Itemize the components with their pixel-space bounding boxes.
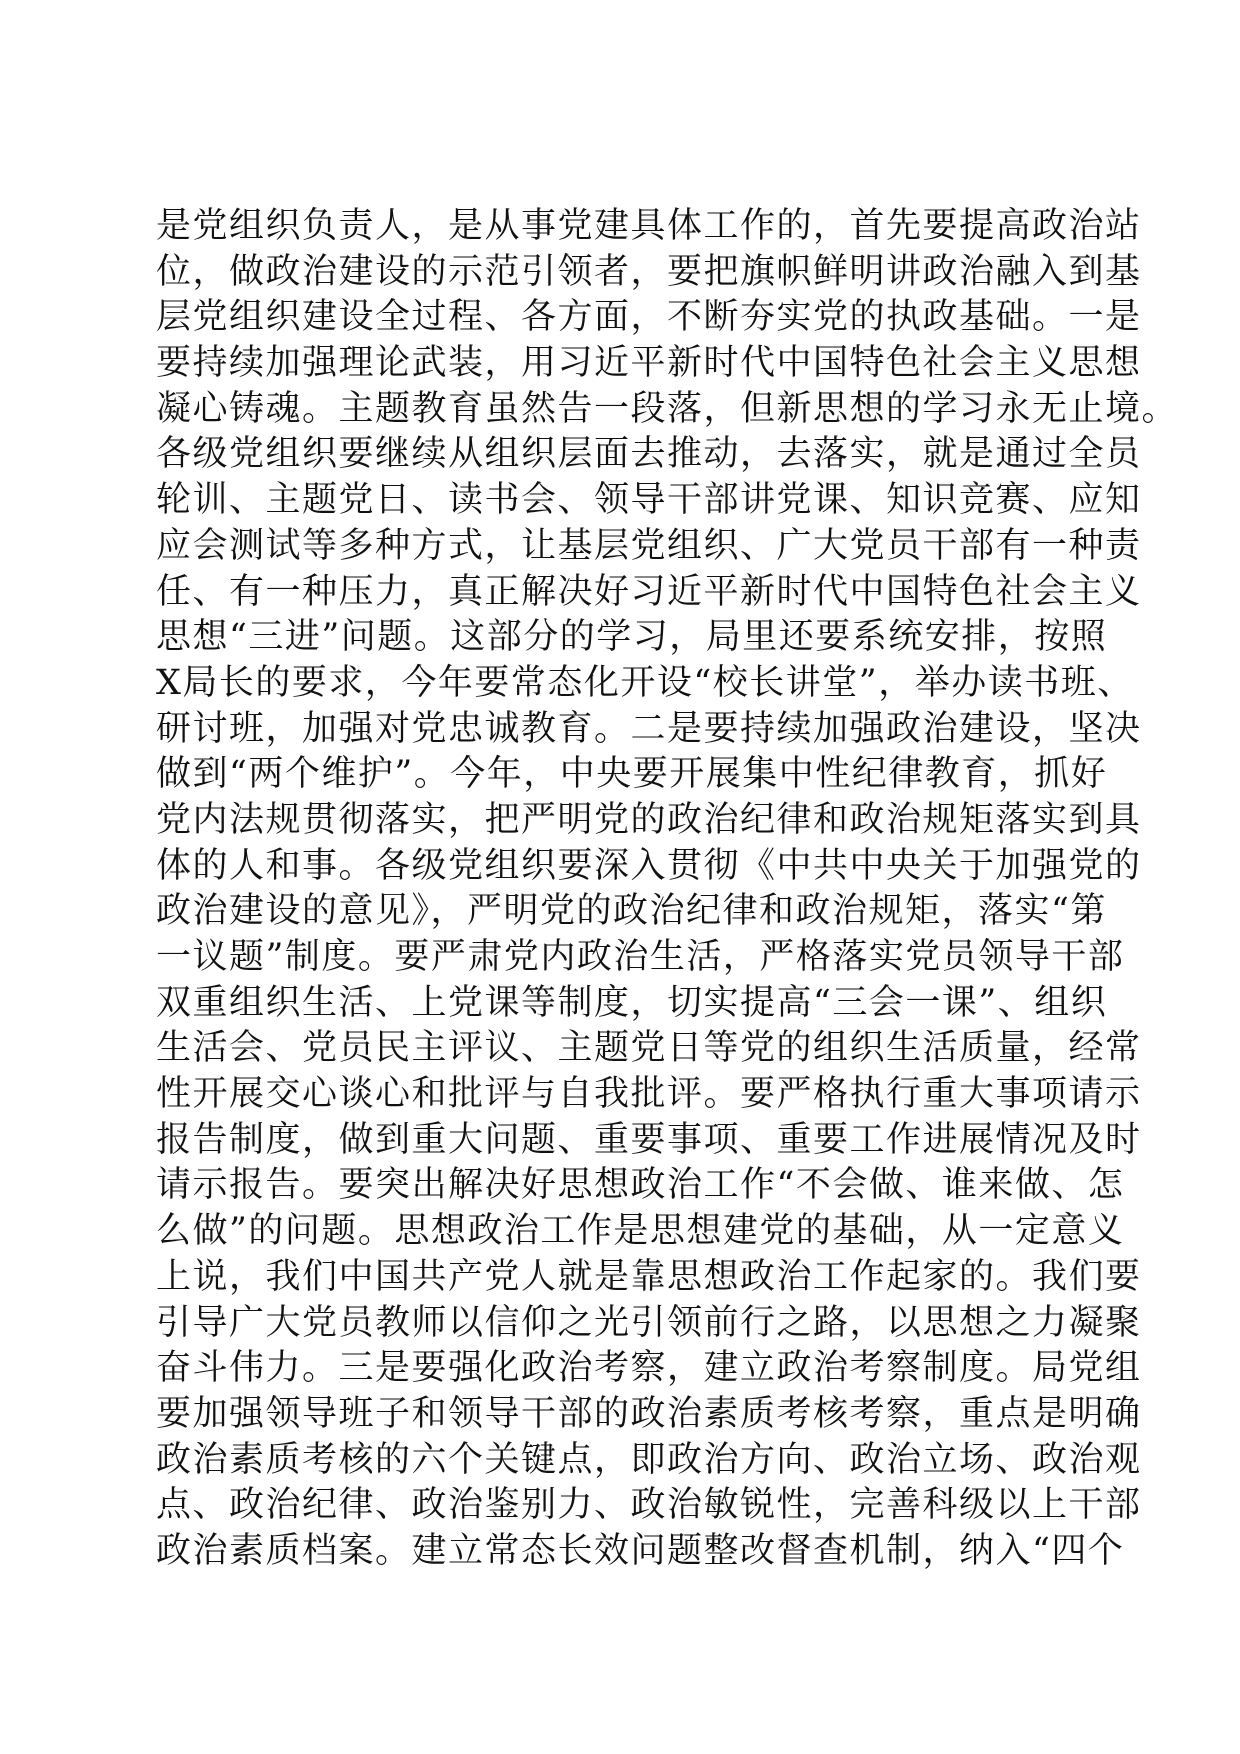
- text-line: 生活会、党员民主评议、主题党日等党的组织生活质量，经常: [156, 1028, 1142, 1069]
- text-line: 政治素质考核的六个关键点，即政治方向、政治立场、政治观: [156, 1439, 1142, 1480]
- text-line: 奋斗伟力。三是要强化政治考察，建立政治考察制度。局党组: [156, 1348, 1142, 1389]
- text-line: 体的人和事。各级党组织要深入贯彻《中共中央关于加强党的: [156, 845, 1142, 886]
- text-line: 政治素质档案。建立常态长效问题整改督查机制，纳入“四个: [156, 1530, 1125, 1571]
- text-line: 报告制度，做到重大问题、重要事项、重要工作进展情况及时: [156, 1119, 1142, 1160]
- body-text: [156, 204, 1179, 1575]
- text-line: 任、有一种压力，真正解决好习近平新时代中国特色社会主义: [156, 571, 1142, 612]
- text-line: 凝心铸魂。主题教育虽然告一段落，但新思想的学习永无止境。: [156, 388, 1179, 429]
- text-line: 要持续加强理论武装，用习近平新时代中国特色社会主义思想: [156, 343, 1142, 384]
- text-line: 层党组织建设全过程、各方面，不断夯实党的执政基础。一是: [156, 297, 1142, 338]
- text-line: 双重组织生活、上党课等制度，切实提高“三会一课”、组织: [156, 982, 1108, 1023]
- text-line: 点、政治纪律、政治鉴别力、政治敏锐性，完善科级以上干部: [156, 1485, 1142, 1526]
- text-line: 做到“两个维护”。今年，中央要开展集中性纪律教育，抓好: [156, 754, 1108, 795]
- text-line: 党内法规贯彻落实，把严明党的政治纪律和政治规矩落实到具: [156, 799, 1142, 840]
- text-line: 轮训、主题党日、读书会、领导干部讲党课、知识竞赛、应知: [156, 480, 1142, 521]
- text-line: 应会测试等多种方式，让基层党组织、广大党员干部有一种责: [156, 525, 1142, 566]
- text-line: 要加强领导班子和领导干部的政治素质考核考察，重点是明确: [156, 1393, 1142, 1434]
- text-line: 请示报告。要突出解决好思想政治工作“不会做、谁来做、怎: [156, 1165, 1125, 1206]
- text-line: 政治建设的意见》，严明党的政治纪律和政治规矩，落实“第: [156, 891, 1107, 932]
- text-line: X局长的要求，今年要常态化开设“校长讲堂”，举办读书班、: [156, 662, 1134, 703]
- text-line: 各级党组织要继续从组织层面去推动，去落实，就是通过全员: [156, 434, 1142, 475]
- text-line: 一议题”制度。要严肃党内政治生活，严格落实党员领导干部: [156, 937, 1125, 977]
- text-line: 研讨班，加强对党忠诚教育。二是要持续加强政治建设，坚决: [156, 708, 1142, 749]
- text-line: 性开展交心谈心和批评与自我批评。要严格执行重大事项请示: [156, 1074, 1142, 1115]
- text-line: 引导广大党员教师以信仰之光引领前行之路，以思想之力凝聚: [156, 1302, 1142, 1343]
- text-line: 思想“三进”问题。这部分的学习，局里还要系统安排，按照: [156, 617, 1108, 658]
- text-line: 位，做政治建设的示范引领者，要把旗帜鲜明讲政治融入到基: [156, 251, 1142, 292]
- text-line: 上说，我们中国共产党人就是靠思想政治工作起家的。我们要: [156, 1256, 1142, 1297]
- text-line: 是党组织负责人，是从事党建具体工作的，首先要提高政治站: [156, 206, 1142, 246]
- text-line: 么做”的问题。思想政治工作是思想建党的基础，从一定意义: [156, 1211, 1125, 1252]
